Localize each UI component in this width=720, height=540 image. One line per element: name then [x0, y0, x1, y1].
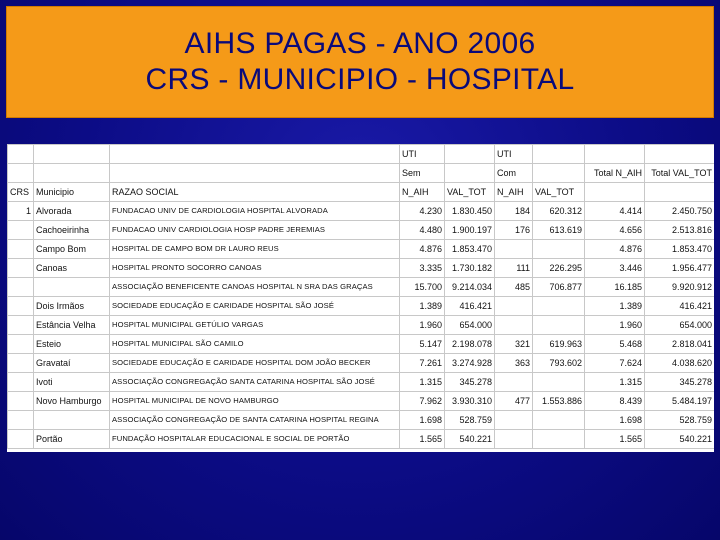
value-cell: 111: [495, 259, 533, 278]
header-cell: [110, 164, 400, 183]
crs-cell: [8, 430, 34, 449]
value-cell: 226.295: [533, 259, 585, 278]
razao-social-cell: ASSOCIAÇÃO CONGREGAÇÃO DE SANTA CATARINA HOSPITAL REGINA: [110, 411, 400, 430]
value-cell: [495, 316, 533, 335]
value-cell: 528.759: [645, 411, 715, 430]
value-cell: 3.930.310: [445, 392, 495, 411]
value-cell: 184: [495, 202, 533, 221]
value-cell: 176: [495, 221, 533, 240]
value-cell: 2.198.078: [445, 335, 495, 354]
value-cell: [533, 297, 585, 316]
header-cell: Municipio: [34, 183, 110, 202]
value-cell: 1.956.477: [645, 259, 715, 278]
value-cell: 363: [495, 354, 533, 373]
value-cell: 345.278: [645, 373, 715, 392]
crs-cell: [8, 297, 34, 316]
value-cell: 3.274.928: [445, 354, 495, 373]
value-cell: 1.315: [400, 373, 445, 392]
value-cell: 345.278: [445, 373, 495, 392]
value-cell: 4.656: [585, 221, 645, 240]
header-cell: N_AIH: [495, 183, 533, 202]
value-cell: 706.877: [533, 278, 585, 297]
value-cell: 4.876: [585, 240, 645, 259]
municipio-cell: Esteio: [34, 335, 110, 354]
municipio-cell: Novo Hamburgo: [34, 392, 110, 411]
header-row: [8, 183, 715, 202]
header-cell: [8, 164, 34, 183]
aih-table: [7, 144, 714, 449]
value-cell: 1.553.886: [533, 392, 585, 411]
value-cell: 4.038.620: [645, 354, 715, 373]
municipio-cell: Cachoeirinha: [34, 221, 110, 240]
razao-social-cell: SOCIEDADE EDUCAÇÃO E CARIDADE HOSPITAL DOM JOÃO BECKER: [110, 354, 400, 373]
value-cell: 416.421: [445, 297, 495, 316]
value-cell: 793.602: [533, 354, 585, 373]
header-cell: [445, 145, 495, 164]
razao-social-cell: FUNDACAO UNIV CARDIOLOGIA HOSP PADRE JEREMIAS: [110, 221, 400, 240]
value-cell: 1.900.197: [445, 221, 495, 240]
razao-social-cell: HOSPITAL MUNICIPAL GETÚLIO VARGAS: [110, 316, 400, 335]
value-cell: 7.624: [585, 354, 645, 373]
value-cell: 4.230: [400, 202, 445, 221]
header-cell: Com: [495, 164, 533, 183]
value-cell: 2.513.816: [645, 221, 715, 240]
crs-cell: [8, 259, 34, 278]
razao-social-cell: HOSPITAL MUNICIPAL DE NOVO HAMBURGO: [110, 392, 400, 411]
value-cell: 485: [495, 278, 533, 297]
title-banner: [6, 6, 714, 118]
value-cell: 654.000: [645, 316, 715, 335]
value-cell: 5.468: [585, 335, 645, 354]
value-cell: 1.389: [585, 297, 645, 316]
value-cell: 416.421: [645, 297, 715, 316]
crs-cell: [8, 335, 34, 354]
value-cell: 540.221: [645, 430, 715, 449]
crs-cell: [8, 240, 34, 259]
table-row: [8, 240, 715, 259]
spreadsheet-table: [7, 144, 714, 452]
value-cell: [533, 430, 585, 449]
razao-social-cell: FUNDAÇÃO HOSPITALAR EDUCACIONAL E SOCIAL DE PORTÃO: [110, 430, 400, 449]
header-cell: [533, 145, 585, 164]
value-cell: [495, 240, 533, 259]
header-cell: VAL_TOT: [445, 183, 495, 202]
header-row: [8, 145, 715, 164]
header-cell: Total N_AIH: [585, 164, 645, 183]
header-cell: CRS: [8, 183, 34, 202]
municipio-cell: Portão: [34, 430, 110, 449]
value-cell: [495, 430, 533, 449]
header-cell: [34, 164, 110, 183]
value-cell: 15.700: [400, 278, 445, 297]
municipio-cell: Canoas: [34, 259, 110, 278]
value-cell: 3.446: [585, 259, 645, 278]
value-cell: 16.185: [585, 278, 645, 297]
value-cell: 1.565: [585, 430, 645, 449]
value-cell: 1.730.182: [445, 259, 495, 278]
table-row: [8, 316, 715, 335]
table-row: [8, 297, 715, 316]
table-row: [8, 411, 715, 430]
value-cell: 1.830.450: [445, 202, 495, 221]
value-cell: [495, 297, 533, 316]
value-cell: 8.439: [585, 392, 645, 411]
table-row: [8, 392, 715, 411]
razao-social-cell: HOSPITAL MUNICIPAL SÃO CAMILO: [110, 335, 400, 354]
header-cell: [8, 145, 34, 164]
table-row: [8, 354, 715, 373]
razao-social-cell: FUNDACAO UNIV DE CARDIOLOGIA HOSPITAL ALVORADA: [110, 202, 400, 221]
header-cell: [445, 164, 495, 183]
header-cell: [585, 183, 645, 202]
value-cell: 540.221: [445, 430, 495, 449]
value-cell: 528.759: [445, 411, 495, 430]
header-cell: N_AIH: [400, 183, 445, 202]
razao-social-cell: ASSOCIAÇÃO BENEFICENTE CANOAS HOSPITAL N SRA DAS GRAÇAS: [110, 278, 400, 297]
value-cell: [533, 373, 585, 392]
header-cell: RAZAO SOCIAL: [110, 183, 400, 202]
value-cell: 619.963: [533, 335, 585, 354]
table-row: [8, 373, 715, 392]
municipio-cell: Alvorada: [34, 202, 110, 221]
municipio-cell: Estância Velha: [34, 316, 110, 335]
header-cell: UTI: [400, 145, 445, 164]
table-row: [8, 278, 715, 297]
value-cell: 321: [495, 335, 533, 354]
crs-cell: [8, 411, 34, 430]
value-cell: 9.214.034: [445, 278, 495, 297]
value-cell: 477: [495, 392, 533, 411]
header-cell: [585, 145, 645, 164]
crs-cell: [8, 316, 34, 335]
table-row: [8, 202, 715, 221]
header-cell: [533, 164, 585, 183]
value-cell: 3.335: [400, 259, 445, 278]
crs-cell: 1: [8, 202, 34, 221]
value-cell: [533, 240, 585, 259]
municipio-cell: Gravataí: [34, 354, 110, 373]
value-cell: 1.698: [585, 411, 645, 430]
value-cell: [533, 411, 585, 430]
value-cell: 4.480: [400, 221, 445, 240]
value-cell: 654.000: [445, 316, 495, 335]
value-cell: 5.147: [400, 335, 445, 354]
razao-social-cell: ASSOCIAÇÃO CONGREGAÇÃO SANTA CATARINA HOSPITAL SÃO JOSÉ: [110, 373, 400, 392]
crs-cell: [8, 392, 34, 411]
table-row: [8, 259, 715, 278]
value-cell: 620.312: [533, 202, 585, 221]
value-cell: [495, 373, 533, 392]
crs-cell: [8, 373, 34, 392]
value-cell: 7.261: [400, 354, 445, 373]
razao-social-cell: SOCIEDADE EDUCAÇÃO E CARIDADE HOSPITAL SÃO JOSÉ: [110, 297, 400, 316]
value-cell: 4.414: [585, 202, 645, 221]
value-cell: 5.484.197: [645, 392, 715, 411]
razao-social-cell: HOSPITAL DE CAMPO BOM DR LAURO REUS: [110, 240, 400, 259]
title-line-1: AIHS PAGAS - ANO 2006: [184, 27, 536, 60]
header-cell: [34, 145, 110, 164]
crs-cell: [8, 221, 34, 240]
value-cell: 1.960: [585, 316, 645, 335]
value-cell: 2.450.750: [645, 202, 715, 221]
crs-cell: [8, 354, 34, 373]
header-row: [8, 164, 715, 183]
table-row: [8, 335, 715, 354]
value-cell: 1.853.470: [445, 240, 495, 259]
value-cell: 1.315: [585, 373, 645, 392]
municipio-cell: Dois Irmãos: [34, 297, 110, 316]
municipio-cell: [34, 278, 110, 297]
header-cell: [110, 145, 400, 164]
crs-cell: [8, 278, 34, 297]
municipio-cell: [34, 411, 110, 430]
value-cell: 9.920.912: [645, 278, 715, 297]
title-line-2: CRS - MUNICIPIO - HOSPITAL: [145, 63, 575, 96]
value-cell: 1.389: [400, 297, 445, 316]
value-cell: [495, 411, 533, 430]
value-cell: 4.876: [400, 240, 445, 259]
header-cell: Sem: [400, 164, 445, 183]
razao-social-cell: HOSPITAL PRONTO SOCORRO CANOAS: [110, 259, 400, 278]
value-cell: 613.619: [533, 221, 585, 240]
municipio-cell: Ivoti: [34, 373, 110, 392]
header-cell: [645, 145, 715, 164]
value-cell: 1.565: [400, 430, 445, 449]
table-row: [8, 430, 715, 449]
value-cell: 1.853.470: [645, 240, 715, 259]
value-cell: 7.962: [400, 392, 445, 411]
table-row: [8, 221, 715, 240]
header-cell: VAL_TOT: [533, 183, 585, 202]
header-cell: Total VAL_TOT: [645, 164, 715, 183]
value-cell: [533, 316, 585, 335]
municipio-cell: Campo Bom: [34, 240, 110, 259]
header-cell: UTI: [495, 145, 533, 164]
value-cell: 2.818.041: [645, 335, 715, 354]
value-cell: 1.698: [400, 411, 445, 430]
header-cell: [645, 183, 715, 202]
value-cell: 1.960: [400, 316, 445, 335]
